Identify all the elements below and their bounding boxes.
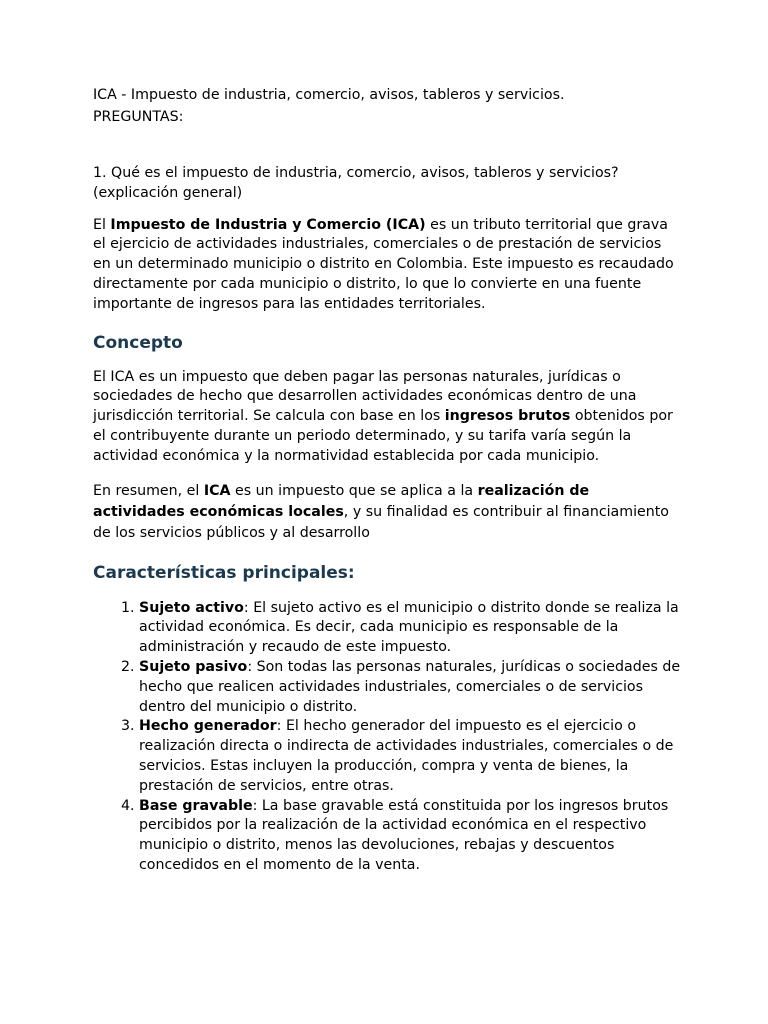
preguntas-label: PREGUNTAS: bbox=[93, 109, 184, 125]
list-item-text: : La base gravable está constituida por los ingresos brutos percibidos por la realización de la actividad económica en el respectivo municipio o distrito, menos las devoluciones, rebajas y descuentos concedidos en el momento de la venta. bbox=[139, 797, 669, 873]
list-item bbox=[139, 599, 683, 658]
concepto-p2-bold-2: realización de actividades económicas locales bbox=[93, 482, 590, 520]
concepto-paragraph-2 bbox=[93, 481, 683, 544]
caracteristicas-list bbox=[93, 599, 683, 876]
concepto-p2-bold-1: ICA bbox=[203, 482, 231, 499]
list-item bbox=[139, 717, 683, 796]
concepto-p1-post: obtenidos por el contribuyente durante un periodo determinado, y su tarifa varía según la actividad económica y la normatividad establecida por cada municipio. bbox=[93, 408, 673, 464]
list-item bbox=[139, 658, 683, 717]
concepto-p1-bold: ingresos brutos bbox=[444, 408, 571, 425]
question-1-line-1: 1. Qué es el impuesto de industria, comercio, avisos, tableros y servicios? bbox=[93, 165, 619, 181]
concepto-heading: Concepto bbox=[93, 332, 183, 353]
list-item-text: : El hecho generador del impuesto es el ejercicio o realización directa o indirecta de actividades industriales, comerciales o de servicios. Estas incluyen la producción, compra y venta de bienes, la prestación de servicios, entre otras. bbox=[139, 718, 674, 794]
question-1-line-2: (explicación general) bbox=[93, 184, 243, 201]
intro-paragraph bbox=[93, 216, 683, 315]
document-title: ICA - Impuesto de industria, comercio, avisos, tableros y servicios. bbox=[93, 87, 565, 103]
list-item bbox=[139, 797, 683, 876]
document-page bbox=[93, 86, 683, 876]
intro-pre: El bbox=[93, 216, 111, 233]
intro-post: es un tributo territorial que grava el ejercicio de actividades industriales, comerciales o de prestación de servicios en un determinado municipio o distrito en Colombia. Este impuesto es recaudado directamente por cada municipio o distrito, lo que lo convierte en una fuente importante de ingresos para las entidades territoriales. bbox=[93, 216, 674, 312]
concepto-paragraph-1 bbox=[93, 368, 683, 467]
concepto-p1-pre: El ICA es un impuesto que deben pagar las personas naturales, jurídicas o sociedades de hecho que desarrollen actividades económicas dentro de una jurisdicción territorial. Se calcula con base en los bbox=[93, 368, 637, 425]
list-item-text: : Son todas las personas naturales, jurídicas o sociedades de hecho que realicen actividades industriales, comerciales o de servicios dentro del municipio o distrito. bbox=[139, 658, 681, 715]
list-item-term: Sujeto pasivo bbox=[139, 658, 248, 675]
list-item-text: : El sujeto activo es el municipio o distrito donde se realiza la actividad económica. Es decir, cada municipio es responsable de la administración y recaudo de este impuesto. bbox=[139, 599, 679, 656]
caracteristicas-heading: Características principales: bbox=[93, 562, 355, 583]
concepto-p2-pre: En resumen, el bbox=[93, 482, 204, 499]
list-item-term: Base gravable bbox=[139, 797, 253, 814]
concepto-p2-mid: es un impuesto que se aplica a la bbox=[230, 482, 478, 499]
list-item-term: Hecho generador bbox=[139, 718, 277, 735]
intro-bold: Impuesto de Industria y Comercio (ICA) bbox=[110, 216, 426, 233]
concepto-p2-post: , y su finalidad es contribuir al financiamiento de los servicios públicos y al desarrollo bbox=[93, 503, 669, 541]
question-1 bbox=[93, 164, 683, 204]
list-item-term: Sujeto activo bbox=[139, 599, 244, 616]
